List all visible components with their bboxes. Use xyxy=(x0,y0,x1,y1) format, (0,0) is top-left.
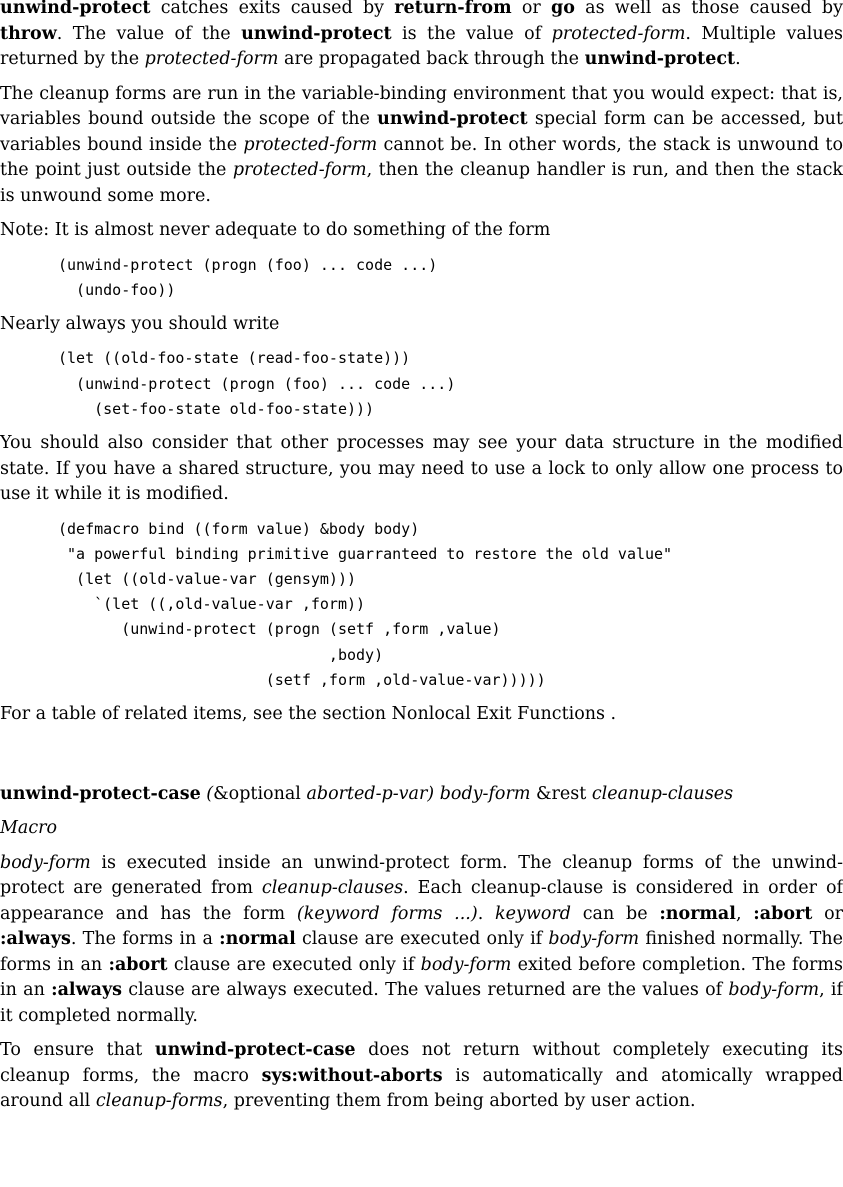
paragraph-nearly-always: Nearly always you should write xyxy=(0,313,280,334)
definition-kind: Macro xyxy=(0,818,58,839)
paragraph-body-form-description: body-form is executed inside an unwind-protect form. The cleanup forms of the unwind-protect are generated from cleanup-clauses. Each cleanup-clause is considered in order of appearance and has the form (keyword forms ...). keyword can be :normal, :abort or :always. The forms in a :normal clause are executed only if body-form finished normally. The forms in an :abort clause are executed only if body-form exited before completion. The forms in an :always clause are always executed. The values returned are the values of body-form, if it completed normally. xyxy=(0,852,843,1026)
code-block-defmacro-bind: (defmacro bind ((form value) &body body) "a powerful binding primitive guarranteed to restore the old value" (let ((old-value-var (gensym))) `(let ((,old-value-var ,form)) (unwind-protect (progn (setf ,form ,value) ,body) (setf ,form ,old-value-var))))) xyxy=(58,519,673,689)
paragraph-note: Note: It is almost never adequate to do something of the form xyxy=(0,220,551,240)
paragraph-cleanup-environment: The cleanup forms are run in the variable-binding environment that you would expect: that is, variables bound outside the scope of the unwind-protect special form can be accessed, but variables bound inside the protected-form cannot be. In other words, the stack is unwound to the point just outside the protected-form, then the cleanup handler is run, and then the stack is unwound some more. xyxy=(0,83,843,206)
paragraph-without-aborts: To ensure that unwind-protect-case does not return without completely executing its cleanup forms, the macro sys:without-aborts is automatically and atomically wrapped around all cleanup-forms, preventing them from being aborted by user action. xyxy=(0,1040,843,1112)
code-block-let-old-foo-state: (let ((old-foo-state (read-foo-state))) (unwind-protect (progn (foo) ... code ...) (set-foo-state old-foo-state))) xyxy=(58,349,456,418)
paragraph-shared-structure: You should also consider that other processes may see your data structure in the modified state. If you have a shared structure, you may need to use a lock to only allow one process to use it while it is modified. xyxy=(0,433,843,505)
paragraph-unwind-protect-exits: unwind-protect catches exits caused by return-from or go as well as those caused by throw. The value of the unwind-protect is the value of protected-form. Multiple values returned by the protected-form are propagated back through the unwind-protect. xyxy=(0,0,843,69)
code-block-inadequate: (unwind-protect (progn (foo) ... code ...) (undo-foo)) xyxy=(58,255,438,299)
paragraph-see-also: For a table of related items, see the section Nonlocal Exit Functions . xyxy=(0,703,617,724)
function-signature: unwind-protect-case (&optional aborted-p-var) body-form &rest cleanup-clauses xyxy=(0,784,734,805)
section-gap xyxy=(0,736,843,781)
